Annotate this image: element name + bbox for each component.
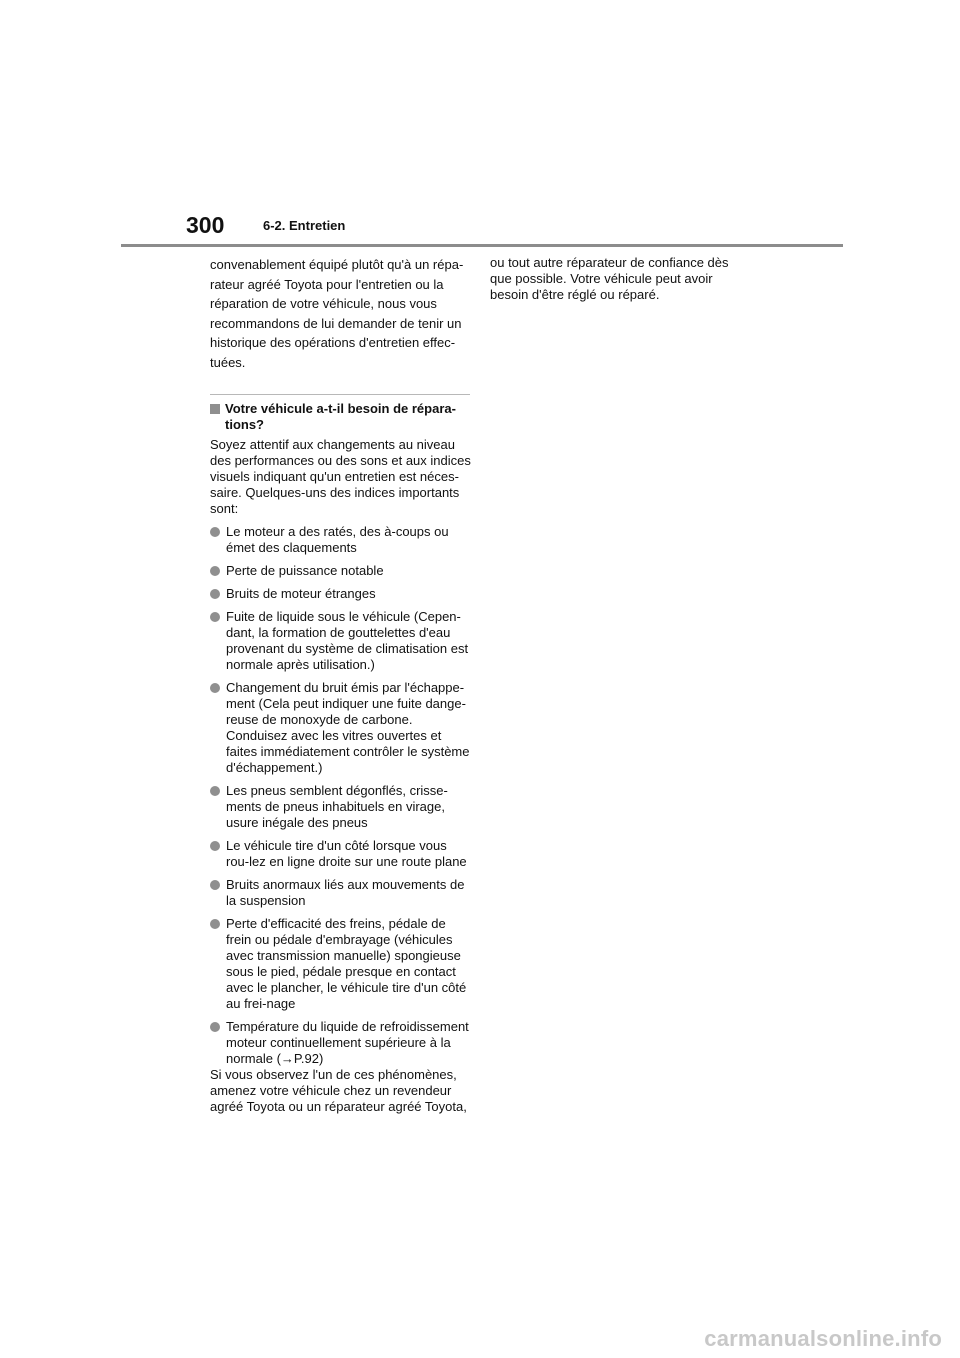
list-item-text: Les pneus semblent dégonflés, crisse-ments de pneus inhabituels en virage, usure inégale des pneus	[226, 783, 448, 830]
page-reference-link[interactable]: →P.92)	[280, 1051, 324, 1066]
intro-line: historique des opérations d'entretien effec-	[210, 335, 456, 350]
intro-paragraph	[210, 255, 472, 372]
list-item-text: Perte de puissance notable	[226, 563, 384, 578]
section-heading	[210, 401, 472, 433]
intro-line: recommandons de lui demander de tenir un	[210, 315, 462, 331]
intro-line: convenablement équipé plutôt qu'à un répa-	[210, 257, 464, 272]
body-paragraph: Soyez attentif aux changements au niveau des performances ou des sons et aux indices visuels indiquant qu'un entretien est néces-saire. Quelques-uns des indices importants sont:	[210, 437, 471, 516]
round-bullet-icon	[210, 589, 220, 599]
round-bullet-icon	[210, 683, 220, 693]
list-item-text: Changement du bruit émis par l'échappe-ment (Cela peut indiquer une fuite dange-reuse de monoxyde de carbone. Conduisez avec les vitres ouvertes et faites immédiatement contrôler le système d'échappement.)	[226, 680, 470, 775]
intro-line: réparation de votre véhicule, nous vous	[210, 296, 437, 311]
page-number: 300	[186, 212, 225, 238]
list-item	[210, 783, 472, 831]
list-item-text	[226, 1019, 472, 1067]
round-bullet-icon	[210, 919, 220, 929]
right-paragraph: ou tout autre réparateur de confiance dès que possible. Votre véhicule peut avoir besoin d'être réglé ou réparé.	[490, 255, 729, 302]
round-bullet-icon	[210, 1022, 220, 1032]
section-heading-text: Votre véhicule a-t-il besoin de répara-tions?	[225, 401, 456, 432]
list-item-text-main: Température du liquide de refroidissement moteur continuellement supérieure à la normale (	[226, 1019, 469, 1066]
left-column	[210, 255, 472, 1115]
round-bullet-icon	[210, 527, 220, 537]
watermark-text: carmanualsonline.info	[704, 1326, 942, 1351]
right-column	[490, 255, 752, 303]
list-item	[210, 1019, 472, 1067]
header-divider	[121, 244, 843, 247]
list-item-text: Bruits anormaux liés aux mouvements de la suspension	[226, 877, 465, 908]
intro-line: tuées.	[210, 354, 246, 370]
list-item	[210, 680, 472, 776]
closing-paragraph: Si vous observez l'un de ces phénomènes, amenez votre véhicule chez un revendeur agréé Toyota ou un réparateur agréé Toyota,	[210, 1067, 467, 1114]
list-item	[210, 563, 472, 579]
list-item	[210, 524, 472, 556]
section-title: 6-2. Entretien	[263, 218, 346, 233]
round-bullet-icon	[210, 841, 220, 851]
list-item-text: Le véhicule tire d'un côté lorsque vous rou-lez en ligne droite sur une route plane	[226, 838, 467, 869]
list-item-text: Fuite de liquide sous le véhicule (Cepen-dant, la formation de gouttelettes d'eau provenant du système de climatisation est normale après utilisation.)	[226, 609, 469, 672]
section-divider	[210, 394, 470, 395]
round-bullet-icon	[210, 880, 220, 890]
list-item	[210, 609, 472, 673]
intro-line: rateur agréé Toyota pour l'entretien ou la	[210, 276, 444, 292]
round-bullet-icon	[210, 786, 220, 796]
list-item-text: Bruits de moteur étranges	[226, 586, 376, 601]
list-item-text: Le moteur a des ratés, des à-coups ou émet des claquements	[226, 524, 449, 555]
round-bullet-icon	[210, 612, 220, 622]
list-item	[210, 916, 472, 1012]
list-item-text: Perte d'efficacité des freins, pédale de frein ou pédale d'embrayage (véhicules avec transmission manuelle) spongieuse sous le pied, pédale presque en contact avec le plancher, le véhicule tire d'un côté au frei-nage	[226, 916, 467, 1011]
round-bullet-icon	[210, 566, 220, 576]
list-item	[210, 838, 472, 870]
list-item	[210, 877, 472, 909]
square-bullet-icon	[210, 404, 220, 414]
list-item	[210, 586, 472, 602]
